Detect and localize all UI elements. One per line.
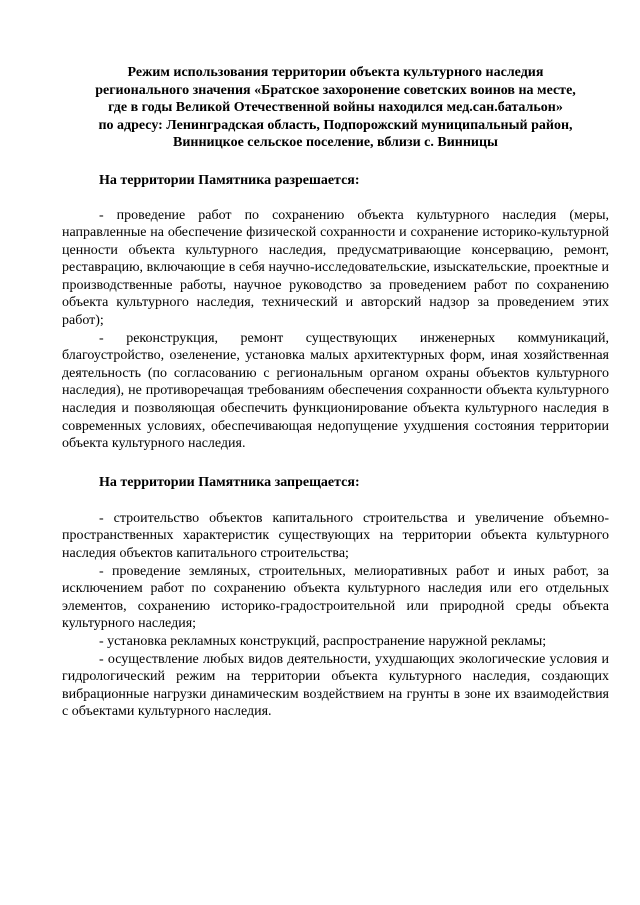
allowed-heading: На территории Памятника разрешается:: [99, 172, 360, 188]
document-page: [62, 64, 609, 721]
title-line: где в годы Великой Отечественной войны находился мед.сан.батальон»: [108, 100, 563, 115]
title-line: Винницкое сельское поселение, вблизи с. Винницы: [173, 135, 498, 150]
forbidden-heading: На территории Памятника запрещается:: [99, 474, 360, 490]
document-title: [62, 64, 609, 152]
allowed-list: [62, 207, 609, 453]
forbidden-item: - строительство объектов капитального строительства и увеличение объемно-пространственных характеристик существующих на территории объекта культурного наследия объектов капитального строительства;: [62, 510, 609, 561]
allowed-item: - реконструкция, ремонт существующих инженерных коммуникаций, благоустройство, озеленение, установка малых архитектурных форм, иная хозяйственная деятельность (по согласованию с региональным органом охраны объектов культурного наследия), не противоречащая требованиям обеспечения сохранности объекта культурного наследия и позволяющая обеспечить функционирование объекта культурного наследия в современных условиях, обеспечивающая недопущение ухудшения состояния территории объекта культурного наследия.: [62, 330, 609, 452]
forbidden-item: - проведение земляных, строительных, мелиоративных работ и иных работ, за исключением работ по сохранению объекта культурного наследия или его отдельных элементов, сохранению историко-градостроительной или природной среды объекта культурного наследия;: [62, 563, 609, 632]
forbidden-item: - осуществление любых видов деятельности, ухудшающих экологические условия и гидрологический режим на территории объекта культурного наследия, создающих вибрационные нагрузки динамическим воздействием на грунты в зоне их взаимодействия с объектами культурного наследия.: [62, 651, 609, 720]
title-line: по адресу: Ленинградская область, Подпорожский муниципальный район,: [98, 117, 573, 133]
allowed-item: - проведение работ по сохранению объекта культурного наследия (меры, направленные на обеспечение физической сохранности и сохранение историко-культурной ценности объекта культурного наследия, предусматривающие консервацию, ремонт, реставрацию, включающие в себя научно-исследовательские, изыскательские, проектные и производственные работы, научное руководство за проведением работ по сохранению объекта культурного наследия, технический и авторский надзор за проведением этих работ);: [62, 207, 609, 329]
forbidden-list: [62, 510, 609, 721]
title-line: регионального значения «Братское захоронение советских воинов на месте,: [95, 82, 576, 98]
forbidden-item: - установка рекламных конструкций, распространение наружной рекламы;: [99, 633, 547, 649]
title-line: Режим использования территории объекта культурного наследия: [127, 65, 544, 80]
